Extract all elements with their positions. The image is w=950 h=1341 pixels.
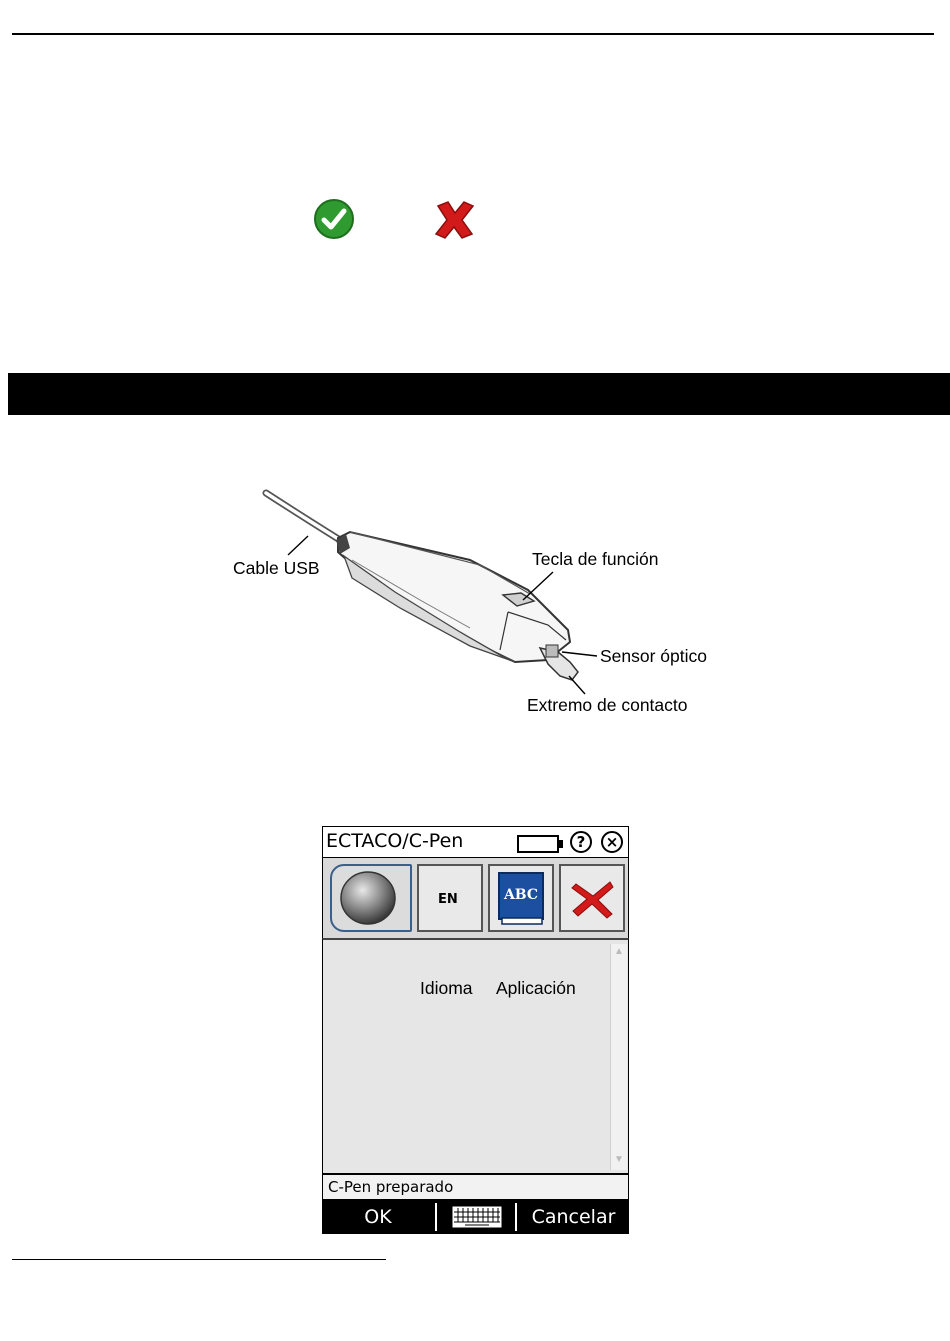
language-button[interactable] xyxy=(417,864,483,932)
help-button[interactable]: ? xyxy=(570,831,592,853)
close-button[interactable]: × xyxy=(601,831,623,853)
contact-tip-label: Extremo de contacto xyxy=(527,695,688,715)
ok-button[interactable]: OK xyxy=(364,1206,392,1228)
soft-key-divider xyxy=(515,1203,517,1231)
device-window xyxy=(322,826,629,1234)
toolbar xyxy=(322,858,629,938)
scroll-down-icon[interactable]: ▼ xyxy=(614,1154,624,1165)
title-bar xyxy=(322,826,629,858)
scroll-up-icon[interactable]: ▲ xyxy=(614,946,624,957)
language-code: EN xyxy=(438,892,458,907)
abc-icon-text: ABC xyxy=(503,887,539,903)
app-title: ECTACO/C-Pen xyxy=(326,830,464,852)
cable-usb-label: Cable USB xyxy=(233,558,320,578)
dictionary-book-icon xyxy=(496,871,548,927)
application-callout: Aplicación xyxy=(496,978,576,998)
battery-icon xyxy=(517,835,559,853)
status-bar xyxy=(322,1174,629,1200)
optical-sensor-label: Sensor óptico xyxy=(600,646,708,666)
text-area[interactable] xyxy=(322,938,629,1174)
cancel-button[interactable]: Cancelar xyxy=(531,1206,616,1228)
footnote-rule xyxy=(12,1259,386,1260)
red-x-exit-icon xyxy=(570,876,616,920)
application-button[interactable] xyxy=(488,864,554,932)
language-callout: Idioma xyxy=(420,978,473,998)
soft-key-bar xyxy=(322,1200,629,1234)
scan-orb-icon xyxy=(338,869,402,927)
keyboard-icon[interactable] xyxy=(451,1205,503,1229)
vertical-scrollbar[interactable] xyxy=(610,944,627,1170)
scan-button[interactable] xyxy=(330,864,412,932)
exit-button[interactable] xyxy=(559,864,625,932)
status-text: C-Pen preparado xyxy=(328,1178,454,1196)
battery-tip xyxy=(559,840,563,848)
function-key-label: Tecla de función xyxy=(532,549,659,569)
soft-key-divider xyxy=(435,1203,437,1231)
